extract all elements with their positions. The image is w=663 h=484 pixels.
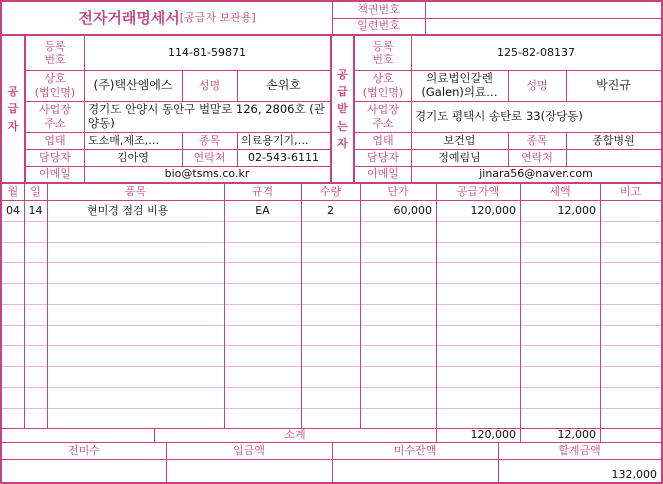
col-header-qty: 수량 bbox=[319, 185, 342, 199]
buyer-row-rule-1 bbox=[353, 70, 661, 71]
cell-qty bbox=[301, 262, 360, 283]
buyer-reg-no-label: 등록 번호 bbox=[372, 39, 394, 66]
cell-month bbox=[2, 221, 24, 242]
document-title bbox=[2, 2, 332, 34]
cell-day bbox=[24, 283, 47, 304]
cell-unit-price bbox=[360, 408, 436, 429]
footer-unpaid-balance-label: 미수잔액 bbox=[393, 444, 437, 458]
cell-note bbox=[600, 242, 661, 263]
cell-month bbox=[2, 262, 24, 283]
title-main: 전자거래명세서 bbox=[78, 9, 180, 27]
cell-item bbox=[47, 221, 224, 242]
cell-tax bbox=[520, 366, 600, 387]
cell-supply bbox=[436, 325, 520, 346]
cell-item bbox=[47, 387, 224, 408]
supplier-manager: 김아영 bbox=[117, 150, 149, 164]
supplier-addr-label: 사업장 주소 bbox=[39, 103, 71, 130]
buyer-section-label: 공 급 받 는 자 bbox=[337, 68, 348, 150]
footer-prev-unpaid-label: 전미수 bbox=[68, 444, 100, 458]
cell-supply bbox=[436, 283, 520, 304]
table-col-rule bbox=[436, 182, 437, 428]
table-col-rule bbox=[600, 182, 601, 428]
cell-item: 현미경 점검 비용 bbox=[87, 203, 169, 217]
footer-rule-2 bbox=[332, 442, 333, 482]
cell-unit-price bbox=[360, 262, 436, 283]
supplier-row-rule-1 bbox=[24, 70, 330, 71]
cell-supply bbox=[436, 221, 520, 242]
footer-unpaid-balance bbox=[332, 459, 498, 482]
buyer-email-label: 이메일 bbox=[367, 167, 399, 181]
col-header-tax: 세액 bbox=[549, 185, 571, 199]
cell-tax bbox=[520, 387, 600, 408]
cell-qty bbox=[301, 345, 360, 366]
cell-unit-price bbox=[360, 283, 436, 304]
col-header-day: 일 bbox=[30, 185, 41, 199]
cell-day bbox=[24, 221, 47, 242]
cell-month: 04 bbox=[6, 203, 20, 217]
cell-supply bbox=[436, 242, 520, 263]
table-col-rule bbox=[301, 182, 302, 428]
table-col-rule bbox=[24, 182, 25, 428]
cell-day bbox=[24, 408, 47, 429]
book-no-label: 책권번호 bbox=[357, 3, 400, 17]
supplier-name-label: 상호 (법인명) bbox=[34, 72, 76, 99]
table-col-rule bbox=[520, 182, 521, 428]
supplier-reg-no: 114-81-59871 bbox=[168, 46, 246, 60]
title-sub: [공급자 보관용] bbox=[179, 11, 256, 25]
cell-spec bbox=[224, 366, 301, 387]
cell-day bbox=[24, 345, 47, 366]
cell-supply: 120,000 bbox=[470, 203, 516, 217]
table-col-rule bbox=[224, 182, 225, 428]
subtotal-blank-1 bbox=[2, 428, 154, 442]
cell-month bbox=[2, 242, 24, 263]
buyer-row-rule-3 bbox=[353, 132, 661, 133]
cell-tax bbox=[520, 283, 600, 304]
cell-note bbox=[600, 221, 661, 242]
supplier-row-rule-4 bbox=[24, 149, 330, 150]
cell-tax bbox=[520, 221, 600, 242]
supplier-email-label: 이메일 bbox=[39, 167, 71, 181]
header-rule bbox=[332, 18, 661, 19]
cell-tax bbox=[520, 408, 600, 429]
cell-unit-price bbox=[360, 242, 436, 263]
cell-qty bbox=[301, 325, 360, 346]
cell-unit-price bbox=[360, 304, 436, 325]
cell-day bbox=[24, 387, 47, 408]
supplier-mid-rule-2 bbox=[237, 70, 238, 101]
cell-qty bbox=[301, 304, 360, 325]
supplier-addr: 경기도 안양시 동안구 벌말로 126, 2806호 (관양동) bbox=[88, 101, 325, 130]
buyer-rep-label: 성명 bbox=[526, 78, 548, 92]
footer-total: 132,000 bbox=[611, 467, 657, 481]
cell-note bbox=[600, 408, 661, 429]
subtotal-rule-4 bbox=[600, 428, 601, 442]
buyer-row-rule-5 bbox=[353, 166, 661, 167]
footer-deposit-label: 입금액 bbox=[233, 444, 265, 458]
cell-month bbox=[2, 408, 24, 429]
subtotal-rule-3 bbox=[520, 428, 521, 442]
cell-item bbox=[47, 283, 224, 304]
supplier-biz-type: 도소매,제조,… bbox=[88, 133, 160, 147]
cell-unit-price bbox=[360, 387, 436, 408]
cell-qty bbox=[301, 387, 360, 408]
footer-rule-3 bbox=[498, 442, 499, 482]
cell-tax: 12,000 bbox=[557, 203, 596, 217]
cell-day bbox=[24, 366, 47, 387]
buyer-biz-type: 보건업 bbox=[443, 133, 476, 147]
cell-supply bbox=[436, 387, 520, 408]
supplier-biz-item-label: 종목 bbox=[198, 133, 221, 147]
cell-qty bbox=[301, 242, 360, 263]
cell-day bbox=[24, 325, 47, 346]
cell-day bbox=[24, 262, 47, 283]
supplier-contact-label: 연락처 bbox=[193, 150, 226, 164]
cell-qty bbox=[301, 221, 360, 242]
buyer-biz-item: 종합병원 bbox=[592, 133, 635, 147]
buyer-biz-type-label: 업태 bbox=[372, 133, 394, 147]
supplier-label-col-rule bbox=[84, 34, 85, 182]
cell-note bbox=[600, 262, 661, 283]
supplier-manager-label: 담당자 bbox=[39, 150, 71, 164]
cell-tax bbox=[520, 304, 600, 325]
serial-no-label: 일련번호 bbox=[357, 19, 400, 33]
footer-prev-unpaid bbox=[2, 459, 166, 482]
supplier-email: bio@tsms.co.kr bbox=[164, 167, 250, 181]
cell-item bbox=[47, 262, 224, 283]
cell-month bbox=[2, 345, 24, 366]
supplier-rep: 손위호 bbox=[266, 78, 301, 93]
buyer-rep: 박진규 bbox=[596, 78, 631, 93]
cell-month bbox=[2, 325, 24, 346]
buyer-addr: 경기도 평택시 송탄로 33(장당동) bbox=[415, 108, 583, 123]
supplier-section-label: 공 급 자 bbox=[7, 85, 19, 133]
cell-spec bbox=[224, 304, 301, 325]
cell-spec bbox=[224, 325, 301, 346]
supplier-biz-type-label: 업태 bbox=[44, 133, 66, 147]
cell-note bbox=[600, 387, 661, 408]
supplier-row-rule-5 bbox=[24, 166, 330, 167]
cell-note bbox=[600, 345, 661, 366]
supplier-row-rule-3 bbox=[24, 132, 330, 133]
footer-total-label: 합계금액 bbox=[558, 444, 601, 458]
buyer-addr-label: 사업장 주소 bbox=[367, 103, 399, 130]
footer-rule-1 bbox=[166, 442, 167, 482]
subtotal-rule-1 bbox=[154, 428, 155, 442]
cell-spec bbox=[224, 408, 301, 429]
cell-spec bbox=[224, 345, 301, 366]
col-header-month: 월 bbox=[7, 185, 19, 199]
cell-supply bbox=[436, 304, 520, 325]
cell-supply bbox=[436, 345, 520, 366]
cell-spec bbox=[224, 283, 301, 304]
cell-spec bbox=[224, 242, 301, 263]
cell-item bbox=[47, 304, 224, 325]
cell-note bbox=[600, 366, 661, 387]
col-header-note: 비고 bbox=[619, 185, 642, 199]
supplier-mid-rule-1 bbox=[182, 70, 183, 101]
subtotal-rule-2 bbox=[436, 428, 437, 442]
col-header-item: 품목 bbox=[124, 185, 147, 199]
cell-month bbox=[2, 366, 24, 387]
col-header-unit-price: 단가 bbox=[387, 185, 409, 199]
buyer-contact-label: 연락처 bbox=[521, 150, 553, 164]
cell-qty: 2 bbox=[327, 203, 334, 217]
cell-item bbox=[47, 345, 224, 366]
cell-tax bbox=[520, 242, 600, 263]
buyer-biz-item-label: 종목 bbox=[526, 133, 548, 147]
supplier-biz-item: 의료용기기,… bbox=[241, 133, 309, 147]
buyer-mid-rule-2 bbox=[566, 70, 567, 101]
cell-qty bbox=[301, 408, 360, 429]
footer-deposit bbox=[166, 459, 332, 482]
col-header-spec: 규격 bbox=[251, 185, 274, 199]
cell-spec bbox=[224, 262, 301, 283]
supplier-contact: 02-543-6111 bbox=[248, 150, 319, 164]
cell-tax bbox=[520, 262, 600, 283]
cell-supply bbox=[436, 366, 520, 387]
buyer-email: jinara56@naver.com bbox=[479, 167, 593, 181]
buyer-manager: 정예림님 bbox=[438, 150, 481, 164]
table-col-rule bbox=[360, 182, 361, 428]
serial-no-value bbox=[425, 18, 661, 34]
cell-day: 14 bbox=[28, 203, 43, 217]
cell-unit-price bbox=[360, 345, 436, 366]
cell-tax bbox=[520, 325, 600, 346]
cell-supply bbox=[436, 408, 520, 429]
cell-item bbox=[47, 408, 224, 429]
cell-month bbox=[2, 304, 24, 325]
cell-qty bbox=[301, 283, 360, 304]
book-no-value bbox=[425, 2, 661, 18]
cell-note bbox=[600, 325, 661, 346]
cell-supply bbox=[436, 262, 520, 283]
supplier-rep-label: 성명 bbox=[198, 78, 221, 92]
cell-qty bbox=[301, 366, 360, 387]
cell-month bbox=[2, 387, 24, 408]
cell-spec bbox=[224, 221, 301, 242]
buyer-label-col-rule bbox=[411, 34, 412, 182]
buyer-reg-no: 125-82-08137 bbox=[497, 46, 575, 60]
cell-unit-price bbox=[360, 366, 436, 387]
cell-day bbox=[24, 242, 47, 263]
cell-unit-price bbox=[360, 221, 436, 242]
cell-note bbox=[600, 200, 661, 221]
cell-month bbox=[2, 283, 24, 304]
supplier-reg-no-label: 등록 번호 bbox=[44, 39, 66, 66]
col-header-supply: 공급가액 bbox=[456, 185, 500, 199]
cell-note bbox=[600, 304, 661, 325]
cell-day bbox=[24, 304, 47, 325]
buyer-name: 의료법인갈렌 (Galen)의료… bbox=[421, 70, 498, 99]
table-col-rule bbox=[47, 182, 48, 428]
footer-mid-rule bbox=[2, 459, 661, 460]
buyer-mid-rule-1 bbox=[508, 70, 509, 101]
cell-note bbox=[600, 283, 661, 304]
cell-unit-price bbox=[360, 325, 436, 346]
cell-tax bbox=[520, 345, 600, 366]
buyer-contact bbox=[566, 149, 661, 166]
buyer-row-rule-2 bbox=[353, 101, 661, 102]
subtotal-label: 소계 bbox=[284, 428, 306, 442]
buyer-manager-label: 담당자 bbox=[367, 150, 399, 164]
supplier-row-rule-2 bbox=[24, 101, 330, 102]
cell-spec: EA bbox=[255, 203, 270, 217]
supplier-name: (주)택산엠에스 bbox=[93, 78, 173, 93]
cell-unit-price: 60,000 bbox=[393, 203, 432, 217]
subtotal-supply: 120,000 bbox=[470, 428, 516, 442]
buyer-name-label: 상호 (법인명) bbox=[362, 72, 404, 99]
cell-item bbox=[47, 366, 224, 387]
cell-item bbox=[47, 325, 224, 346]
subtotal-tax: 12,000 bbox=[557, 428, 596, 442]
cell-spec bbox=[224, 387, 301, 408]
cell-item bbox=[47, 242, 224, 263]
buyer-row-rule-4 bbox=[353, 149, 661, 150]
